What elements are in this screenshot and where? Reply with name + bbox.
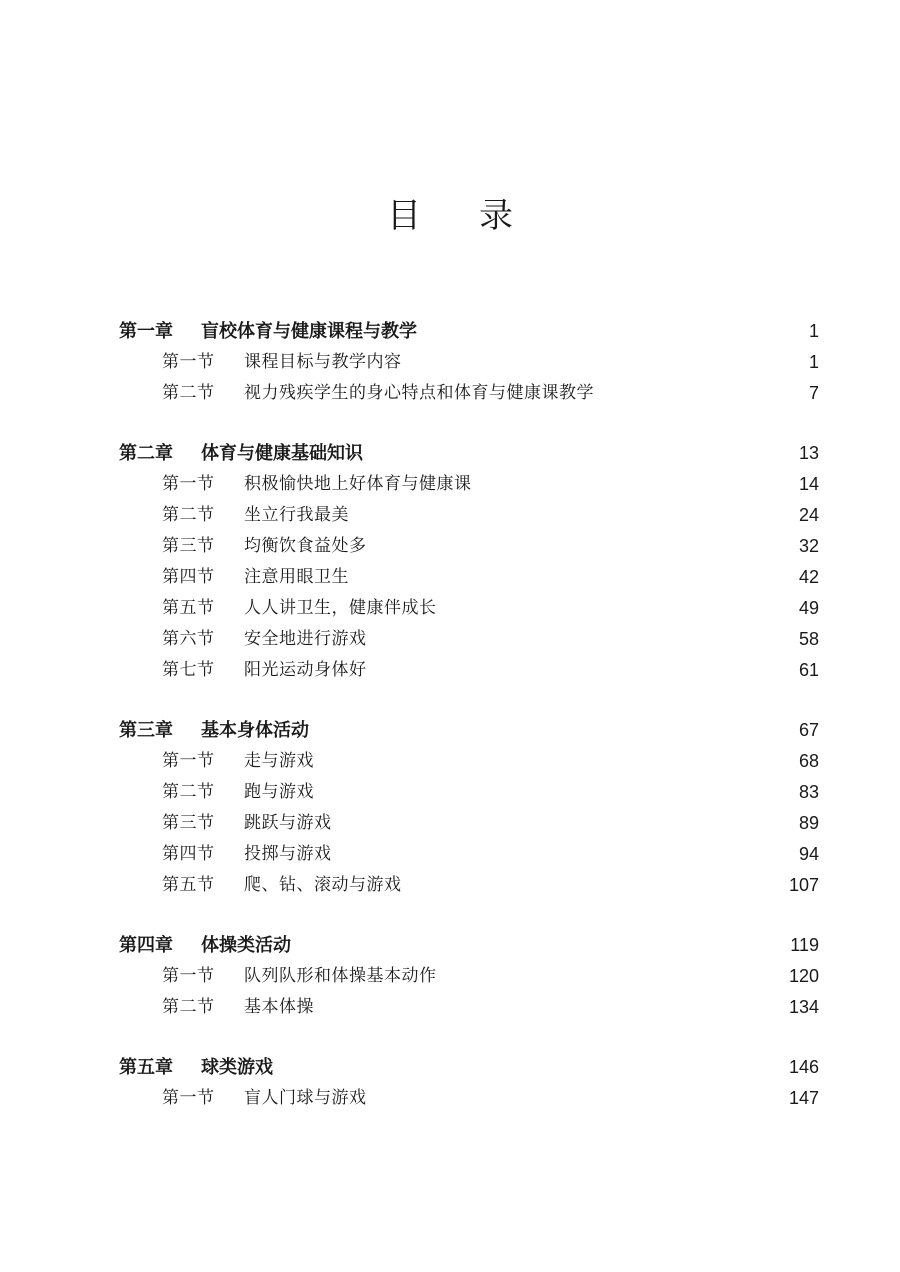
chapter-number: 第五章 [119,1057,173,1078]
page-number: 7 [808,383,819,403]
section-row[interactable] [0,777,900,808]
section-number: 第二节 [162,782,215,802]
chapter-title: 盲校体育与健康课程与教学 [201,321,417,342]
section-row[interactable] [0,469,900,500]
section-title: 跑与游戏 [244,782,314,802]
page-number: 1 [808,352,819,372]
section-row[interactable] [0,839,900,870]
section-title: 注意用眼卫生 [244,567,349,587]
section-row[interactable] [0,531,900,562]
chapter-row[interactable] [0,316,900,347]
section-row[interactable] [0,624,900,655]
page-number: 24 [798,505,819,525]
section-number: 第一节 [162,751,215,771]
table-of-contents [0,316,900,1143]
section-title: 爬、钻、滚动与游戏 [244,875,402,895]
section-row[interactable] [0,562,900,593]
section-row[interactable] [0,870,900,901]
section-number: 第三节 [162,813,215,833]
section-row[interactable] [0,593,900,624]
section-title: 安全地进行游戏 [244,629,367,649]
section-number: 第六节 [162,629,215,649]
page-number: 14 [798,474,819,494]
page-title-char-1: 目 [387,196,421,236]
page-number: 61 [798,660,819,680]
section-row[interactable] [0,808,900,839]
section-number: 第五节 [162,598,215,618]
page-number: 89 [798,813,819,833]
section-title: 视力残疾学生的身心特点和体育与健康课教学 [244,383,594,403]
section-row[interactable] [0,378,900,409]
chapter-row[interactable] [0,438,900,469]
section-title: 均衡饮食益处多 [244,536,367,556]
section-title: 课程目标与教学内容 [244,352,402,372]
page-number: 67 [798,720,819,740]
chapter-number: 第四章 [119,935,173,956]
section-title: 盲人门球与游戏 [244,1088,367,1108]
page-number: 13 [798,443,819,463]
section-title: 坐立行我最美 [244,505,349,525]
page-number: 146 [788,1057,819,1077]
section-number: 第五节 [162,875,215,895]
page-title-char-2: 录 [479,196,513,236]
page-number: 58 [798,629,819,649]
chapter-2 [0,438,900,686]
section-title: 跳跃与游戏 [244,813,332,833]
section-number: 第一节 [162,966,215,986]
section-number: 第三节 [162,536,215,556]
section-row[interactable] [0,992,900,1023]
section-row[interactable] [0,1083,900,1114]
chapter-row[interactable] [0,715,900,746]
section-title: 投掷与游戏 [244,844,332,864]
section-number: 第四节 [162,844,215,864]
page-number: 107 [788,875,819,895]
section-number: 第七节 [162,660,215,680]
section-number: 第一节 [162,1088,215,1108]
section-number: 第二节 [162,505,215,525]
page-title [0,188,900,237]
chapter-title: 球类游戏 [201,1057,273,1078]
section-title: 积极愉快地上好体育与健康课 [244,474,472,494]
chapter-1 [0,316,900,409]
section-row[interactable] [0,347,900,378]
section-title: 队列队形和体操基本动作 [244,966,437,986]
section-row[interactable] [0,655,900,686]
page-number: 83 [798,782,819,802]
chapter-row[interactable] [0,1052,900,1083]
page-number: 1 [808,321,819,341]
chapter-4 [0,930,900,1023]
page-number: 147 [788,1088,819,1108]
section-row[interactable] [0,500,900,531]
chapter-number: 第三章 [119,720,173,741]
section-number: 第一节 [162,352,215,372]
section-number: 第二节 [162,383,215,403]
section-title: 基本体操 [244,997,314,1017]
page-number: 68 [798,751,819,771]
chapter-3 [0,715,900,901]
chapter-title: 体育与健康基础知识 [201,443,363,464]
page-number: 134 [788,997,819,1017]
page-number: 119 [790,935,819,955]
page-number: 32 [798,536,819,556]
section-number: 第一节 [162,474,215,494]
page-number: 42 [798,567,819,587]
chapter-title: 基本身体活动 [201,720,309,741]
chapter-number: 第二章 [119,443,173,464]
section-number: 第二节 [162,997,215,1017]
chapter-title: 体操类活动 [201,935,291,956]
page-number: 120 [788,966,819,986]
chapter-number: 第一章 [119,321,173,342]
section-row[interactable] [0,746,900,777]
chapter-row[interactable] [0,930,900,961]
section-title: 阳光运动身体好 [244,660,367,680]
section-number: 第四节 [162,567,215,587]
section-title: 人人讲卫生，健康伴成长 [244,598,437,618]
section-row[interactable] [0,961,900,992]
page-number: 94 [798,844,819,864]
chapter-5 [0,1052,900,1114]
section-title: 走与游戏 [244,751,314,771]
page-number: 49 [798,598,819,618]
